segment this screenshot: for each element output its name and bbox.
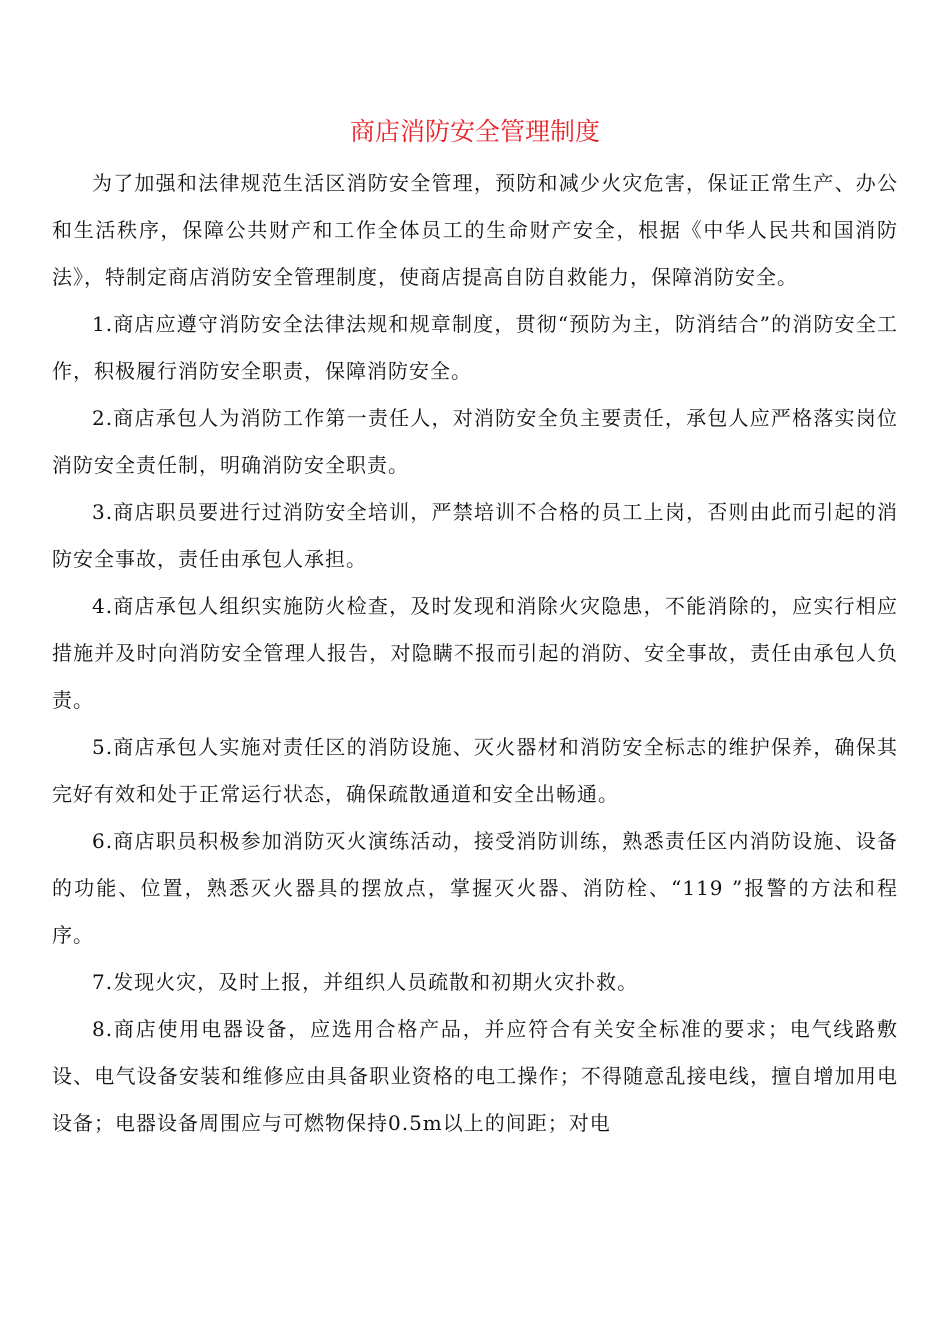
rule-paragraph-4: 4.商店承包人组织实施防火检查，及时发现和消除火灾隐患，不能消除的，应实行相应措施并及时向消防安全管理人报告，对隐瞒不报而引起的消防、安全事故，责任由承包人负责。 xyxy=(52,594,898,712)
rule-paragraph-3: 3.商店职员要进行过消防安全培训，严禁培训不合格的员工上岗，否则由此而引起的消防安全事故，责任由承包人承担。 xyxy=(52,500,898,571)
rule-paragraph-1: 1.商店应遵守消防安全法律法规和规章制度，贯彻“预防为主，防消结合”的消防安全工作，积极履行消防安全职责，保障消防安全。 xyxy=(52,312,898,383)
document-body xyxy=(52,160,898,1147)
rule-paragraph-6: 6.商店职员积极参加消防灭火演练活动，接受消防训练，熟悉责任区内消防设施、设备的功能、位置，熟悉灭火器具的摆放点，掌握灭火器、消防栓、“119 ”报警的方法和程序。 xyxy=(52,829,898,947)
rule-paragraph-5: 5.商店承包人实施对责任区的消防设施、灭火器材和消防安全标志的维护保养，确保其完好有效和处于正常运行状态，确保疏散通道和安全出畅通。 xyxy=(52,735,898,806)
document-title: 商店消防安全管理制度 xyxy=(349,117,600,146)
rule-paragraph-7: 7.发现火灾，及时上报，并组织人员疏散和初期火灾扑救。 xyxy=(92,970,639,994)
intro-paragraph: 为了加强和法律规范生活区消防安全管理，预防和减少火灾危害，保证正常生产、办公和生活秩序，保障公共财产和工作全体员工的生命财产安全，根据《中华人民共和国消防法》，特制定商店消防安全管理制度，使商店提高自防自救能力，保障消防安全。 xyxy=(52,171,898,289)
rule-paragraph-2: 2.商店承包人为消防工作第一责任人，对消防安全负主要责任，承包人应严格落实岗位消防安全责任制，明确消防安全职责。 xyxy=(52,406,898,477)
rule-paragraph-8: 8.商店使用电器设备，应选用合格产品，并应符合有关安全标准的要求；电气线路敷设、电气设备安装和维修应由具备职业资格的电工操作；不得随意乱接电线，擅自增加用电设备；电器设备周围应与可燃物保持0.5m以上的间距；对电 xyxy=(52,1017,898,1135)
